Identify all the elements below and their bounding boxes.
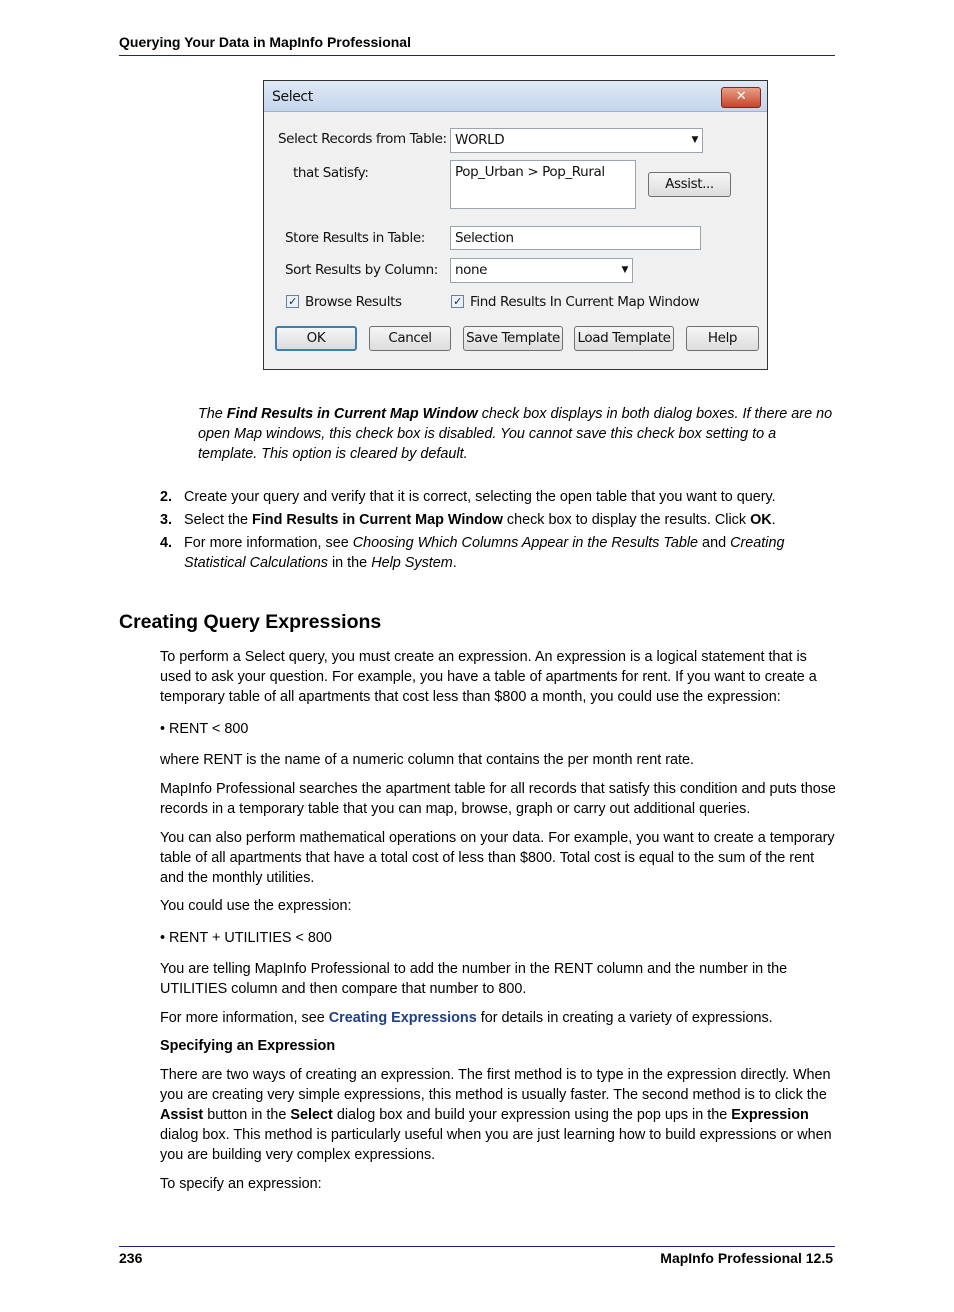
help-button[interactable]: Help [686, 326, 759, 351]
paragraph: You could use the expression: [160, 898, 352, 914]
step-text: . [452, 555, 457, 571]
bullet-item: • RENT < 800 [160, 721, 249, 737]
find-results-label: Find Results In Current Map Window [470, 294, 700, 310]
paragraph-text: For more information, see [160, 1010, 329, 1026]
dialog-note [198, 404, 838, 464]
table-dropdown-value: WORLD [455, 132, 505, 148]
paragraph-text: dialog box and build your expression using the pop ups in the [332, 1107, 732, 1123]
chevron-down-icon: ▼ [621, 265, 628, 275]
step-bold: Find Results in Current Map Window [252, 512, 503, 528]
step-text: Create your query and verify that it is correct, selecting the open table that you want to query. [184, 489, 776, 505]
list-item [160, 487, 840, 507]
step-number: 2. [160, 489, 173, 505]
subheading: Specifying an Expression [160, 1038, 336, 1054]
dialog-title: Select [272, 89, 313, 105]
steps-list [160, 487, 840, 576]
dialog-titlebar [264, 81, 767, 112]
sort-dropdown[interactable] [450, 258, 633, 283]
paragraph-bold: Expression [731, 1107, 809, 1123]
creating-expressions-link[interactable]: Creating Expressions [328, 1010, 477, 1026]
step-italic: Help System [371, 555, 453, 571]
load-template-button[interactable]: Load Template [574, 326, 674, 351]
note-bold: Find Results in Current Map Window [226, 406, 478, 422]
chevron-down-icon: ▼ [691, 135, 698, 145]
browse-results-checkbox[interactable]: ✓ [286, 295, 299, 308]
step-text: For more information, see [184, 535, 353, 551]
list-item [160, 533, 840, 573]
bullet-item: • RENT + UTILITIES < 800 [160, 930, 332, 946]
step-number: 3. [160, 512, 173, 528]
page-number: 236 [119, 1250, 143, 1266]
paragraph [160, 1008, 838, 1028]
close-icon[interactable]: ✕ [721, 87, 761, 108]
select-records-label: Select Records from Table: [278, 131, 447, 147]
cancel-button[interactable]: Cancel [369, 326, 451, 351]
paragraph: To perform a Select query, you must create an expression. An expression is a logical statement that is used to ask your question. For example, you have a table of apartments for rent. If you want to create a temporary table of all apartments that cost less than $800 a month, you could use the expression: [160, 649, 817, 705]
note-suffix: check box displays in both dialog boxes. If there are no open Map windows, this check box is disabled. You cannot save this check box setting to a template. This option is cleared by default. [198, 406, 833, 462]
note-prefix: The [198, 406, 227, 422]
footer-rule [119, 1246, 835, 1247]
expression-field[interactable]: Pop_Urban > Pop_Rural [450, 160, 636, 209]
that-satisfy-label: that Satisfy: [293, 165, 369, 181]
paragraph-bold: Assist [160, 1107, 204, 1123]
paragraph: You can also perform mathematical operations on your data. For example, you want to create a temporary table of all apartments that have a total cost of less than $800. Total cost is equal to the sum of the rent and the monthly utilities. [160, 830, 835, 886]
footer-product: MapInfo Professional 12.5 [660, 1250, 833, 1266]
step-text: check box to display the results. Click [502, 512, 751, 528]
paragraph-text: for details in creating a variety of expressions. [476, 1010, 773, 1026]
select-dialog [263, 80, 768, 370]
paragraph-text: dialog box. This method is particularly useful when you are just learning how to build expressions or when you are building very complex expressions. [160, 1127, 832, 1163]
step-italic: Choosing Which Columns Appear in the Results Table [352, 535, 699, 551]
table-dropdown[interactable] [450, 128, 703, 153]
section-heading: Creating Query Expressions [119, 611, 382, 633]
paragraph-text: button in the [203, 1107, 291, 1123]
paragraph: To specify an expression: [160, 1176, 322, 1192]
paragraph-bold: Select [290, 1107, 333, 1123]
list-item [160, 510, 840, 530]
sort-dropdown-value: none [455, 262, 488, 278]
sort-results-label: Sort Results by Column: [285, 262, 438, 278]
step-italic: Creating Statistical Calculations [184, 535, 785, 571]
paragraph-text: There are two ways of creating an expression. The first method is to type in the expression directly. When you are creating very simple expressions, this method is usually faster. The second method is to click the [160, 1067, 831, 1103]
store-results-label: Store Results in Table: [285, 230, 425, 246]
running-header: Querying Your Data in MapInfo Professional [119, 34, 411, 50]
step-bold: OK [750, 512, 772, 528]
ok-button[interactable]: OK [275, 326, 357, 351]
step-text: in the [327, 555, 372, 571]
find-results-checkbox[interactable]: ✓ [451, 295, 464, 308]
step-text: . [771, 512, 776, 528]
paragraph [160, 1065, 838, 1165]
save-template-button[interactable]: Save Template [463, 326, 563, 351]
step-number: 4. [160, 535, 173, 551]
assist-button[interactable]: Assist... [648, 172, 731, 197]
paragraph: where RENT is the name of a numeric column that contains the per month rent rate. [160, 752, 695, 768]
browse-results-label: Browse Results [305, 294, 402, 310]
step-text: Select the [184, 512, 252, 528]
header-rule [119, 55, 835, 56]
store-results-field[interactable]: Selection [450, 226, 701, 250]
paragraph: MapInfo Professional searches the apartment table for all records that satisfy this condition and puts those records in a temporary table that you can map, browse, graph or carry out additional queries. [160, 781, 836, 817]
paragraph: You are telling MapInfo Professional to add the number in the RENT column and the number in the UTILITIES column and then compare that number to 800. [160, 961, 788, 997]
step-text: and [698, 535, 731, 551]
